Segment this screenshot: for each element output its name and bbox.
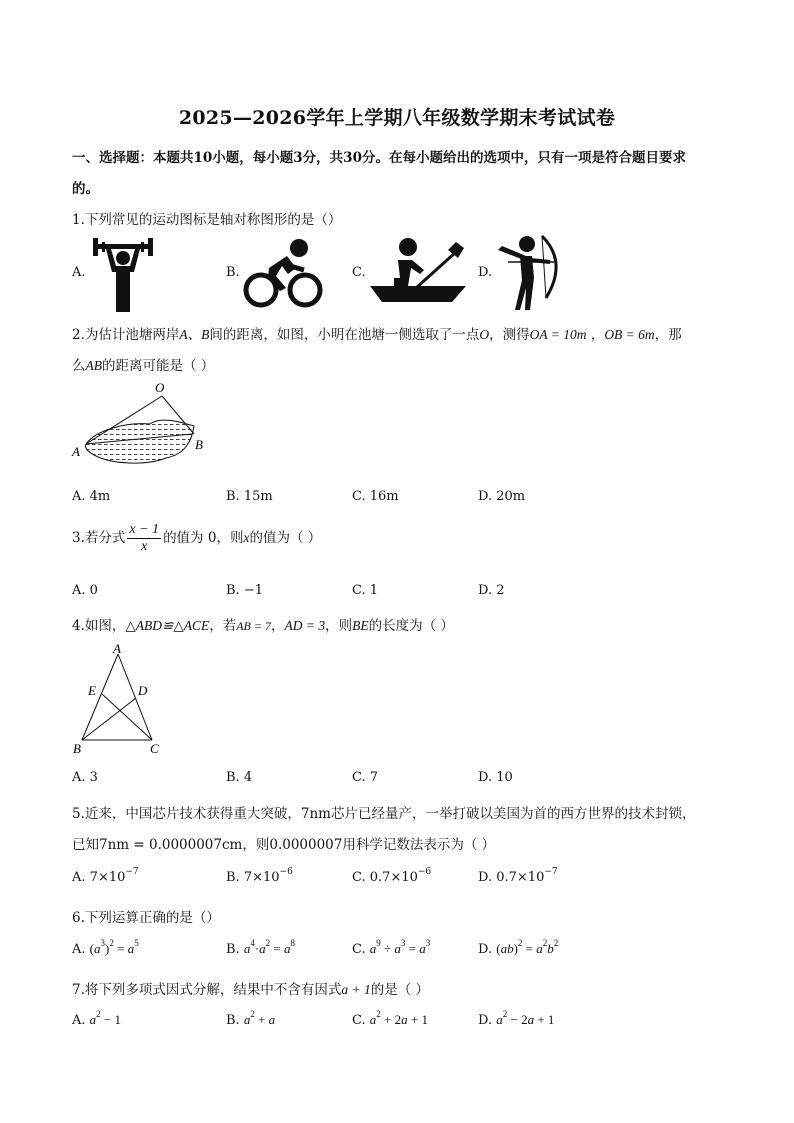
question-5-stem-line1: 5.近来，中国芯片技术获得重大突破，7nm芯片已经量产，一举打破以美国为首的西方世界的技术封锁， <box>72 806 696 822</box>
q5-option-d <box>478 867 558 885</box>
q4-option-a: A. 3 <box>72 770 98 785</box>
q6-option-d: D. $(ab)^2 = a^2b^2$ <box>478 938 559 957</box>
q5-c-label: C. <box>352 870 366 885</box>
q2-points-ab: A、B <box>179 327 210 342</box>
label-e: E <box>88 683 96 698</box>
q6-c-label: C. <box>352 942 366 957</box>
rowing-icon <box>368 236 468 306</box>
q5-number: 0.0000007 <box>269 837 343 853</box>
q1-option-a-label: A. <box>72 265 86 280</box>
q4-ad-value: AD = 3 <box>284 618 326 633</box>
question-7-stem <box>72 978 429 998</box>
q4-congruence: △ABD≌△ACE <box>125 618 210 633</box>
q3-option-a: A. 0 <box>72 583 98 598</box>
q6-option-c: C. $a^9 \div a^3 = a^3$ <box>352 938 431 957</box>
q7-option-c: C. $a^2 + 2a + 1$ <box>352 1009 428 1028</box>
q2-text: 2.为估计池塘两岸 <box>72 327 180 343</box>
q7-factor: a + 1 <box>341 982 371 997</box>
q6-d-label: D. <box>478 942 493 957</box>
q5-c-exp: −6 <box>417 867 432 877</box>
exam-title: 2025—2026学年上学期八年级数学期末考试试卷 <box>178 107 616 129</box>
section-heading: 一、选择题：本题共10小题，每小题3分，共30分。在每小题给出的选项中，只有一项是符合题目要求 <box>72 150 686 166</box>
q7-b-label: B. <box>226 1013 240 1028</box>
q1-option-d-label: D. <box>478 265 493 280</box>
question-4-stem <box>72 614 454 634</box>
label-d: D <box>138 683 148 698</box>
cycling-icon <box>242 236 324 308</box>
q4-text: 4.如图， <box>72 618 126 634</box>
q5-d-base: 0.7×10 <box>496 870 545 885</box>
section-heading-cont: 的。 <box>72 181 99 197</box>
q3-variable: x <box>243 530 250 545</box>
label-b: B <box>73 741 81 756</box>
q5-b-label: B. <box>226 870 240 885</box>
label-a: A <box>72 444 80 459</box>
q2-text: ，测得 <box>489 327 530 343</box>
q2-option-d: D. 20m <box>478 489 526 504</box>
q5-text: 已知 <box>72 837 99 853</box>
label-c: C <box>150 741 159 756</box>
q5-a-label: A. <box>72 870 86 885</box>
q2-text: 么 <box>72 358 86 374</box>
q3-numerator: x − 1 <box>129 522 160 537</box>
q4-ab-value: AB = 7 <box>236 619 271 633</box>
q4-text: ，则 <box>325 618 353 634</box>
q4-text: ， <box>270 618 285 634</box>
q2-point-o: O <box>479 327 490 342</box>
q5-d-label: D. <box>478 870 493 885</box>
question-1-stem: 1.下列常见的运动图标是轴对称图形的是（） <box>72 212 342 228</box>
q6-option-b: B. $a^4\cdot a^2 = a^8$ <box>226 938 296 957</box>
q3-text: 的值为（ ） <box>249 530 322 546</box>
q1-option-c-label: C. <box>352 265 366 280</box>
q2-option-a: A. 4m <box>72 489 111 504</box>
q5-option-a <box>72 867 139 885</box>
q4-option-c: C. 7 <box>352 770 379 785</box>
question-2-stem-line1: 2.为估计池塘两岸A、B间的距离，如图，小明在池塘一侧选取了一点O，测得OA = 10m ，OB = 6m，那 <box>72 327 682 343</box>
q3-denominator: x <box>141 539 148 554</box>
q7-c-label: C. <box>352 1013 366 1028</box>
q5-text: ，则 <box>242 837 270 853</box>
q3-option-c: C. 1 <box>352 583 379 598</box>
q2-text: 间的距离，如图，小明在池塘一侧选取了一点 <box>209 327 480 343</box>
q7-option-b: B. $a^2 + a$ <box>226 1009 276 1028</box>
q2-option-b: B. 15m <box>226 489 273 504</box>
q7-a-label: A. <box>72 1013 86 1028</box>
pond-figure <box>68 382 218 472</box>
label-b: B <box>195 437 203 452</box>
q7-option-a: A. $a^2 - 1$ <box>72 1009 122 1028</box>
q4-text: 的长度为（ ） <box>368 618 454 634</box>
q4-be: BE <box>352 618 369 633</box>
q3-fraction <box>127 522 161 555</box>
q2-segment-ab: AB <box>85 358 102 373</box>
q2-option-c: C. 16m <box>352 489 399 504</box>
q3-option-b: B. −1 <box>226 583 263 598</box>
q3-option-d: D. 2 <box>478 583 505 598</box>
question-6-stem: 6.下列运算正确的是（） <box>72 910 220 926</box>
question-3-stem <box>72 522 321 555</box>
q4-text: ，若 <box>209 618 237 634</box>
q5-a-exp: −7 <box>125 867 139 877</box>
q2-ob-value: OB = 6m <box>604 327 655 342</box>
q2-text: ，那 <box>654 327 682 343</box>
q6-option-a: A. $(a^3)^2 = a^5$ <box>72 938 139 957</box>
q7-text: 7.将下列多项式因式分解，结果中不含有因式 <box>72 982 342 998</box>
q7-d-label: D. <box>478 1013 493 1028</box>
archery-icon <box>494 232 564 312</box>
q2-text: 的距离可能是（ ） <box>102 358 215 374</box>
q2-oa-value: OA = 10m <box>529 327 587 342</box>
q5-equation: 7nm = 0.0000007cm <box>99 837 243 853</box>
q5-text: 用科学记数法表示为（ ） <box>342 837 496 853</box>
q5-c-base: 0.7×10 <box>369 870 418 885</box>
q6-a-label: A. <box>72 942 86 957</box>
q3-text: 3.若分式 <box>72 530 126 546</box>
q4-option-d: D. 10 <box>478 770 513 785</box>
q6-b-label: B. <box>226 942 240 957</box>
label-a: A <box>113 641 121 656</box>
q5-a-base: 7×10 <box>89 870 126 885</box>
weightlifting-icon <box>88 232 158 314</box>
q5-d-exp: −7 <box>544 867 558 877</box>
q5-b-exp: −6 <box>279 867 293 877</box>
q5-option-b <box>226 867 293 885</box>
q5-b-base: 7×10 <box>243 870 280 885</box>
question-2-stem-line2 <box>72 354 214 374</box>
q7-text: 的是（ ） <box>370 982 430 998</box>
question-5-stem-line2 <box>72 833 495 853</box>
q1-option-b-label: B. <box>226 265 240 280</box>
q5-option-c <box>352 867 432 885</box>
q3-text: 的值为 0，则 <box>163 530 244 546</box>
triangle-figure <box>68 640 168 760</box>
q7-option-d: D. $a^2 - 2a + 1$ <box>478 1009 555 1028</box>
label-o: O <box>155 382 165 395</box>
q4-option-b: B. 4 <box>226 770 253 785</box>
